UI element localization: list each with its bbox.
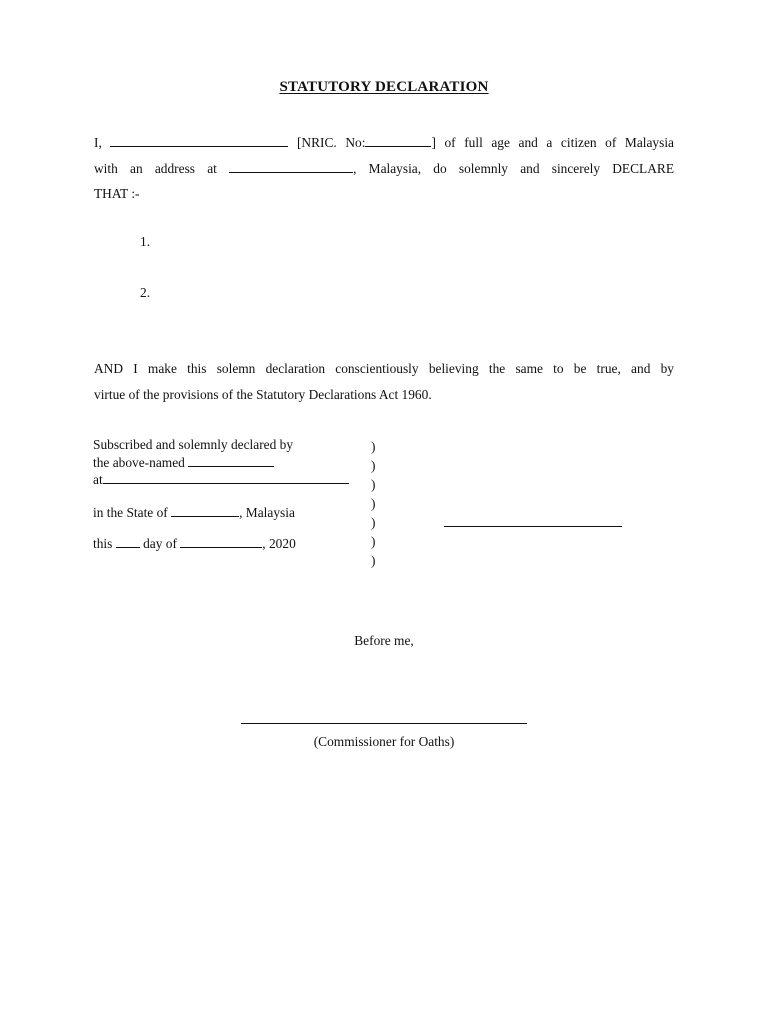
month-blank[interactable] [180, 535, 262, 548]
document-title: STATUTORY DECLARATION [279, 79, 489, 95]
that-text: THAT :- [94, 186, 140, 201]
day-blank[interactable] [116, 535, 140, 548]
intro-line-3 [94, 181, 674, 207]
before-me-text: Before me, [354, 633, 414, 648]
closing-line-2: virtue of the provisions of the Statutory Declarations Act 1960. [94, 386, 432, 402]
at-label: at [93, 472, 103, 487]
subscribed-line-5 [93, 535, 296, 552]
parenthesis-column [371, 437, 375, 570]
above-named-blank[interactable] [188, 454, 274, 467]
declare-text: , Malaysia, do solemnly and sincerely DECLARE [353, 160, 675, 176]
subscribed-line-3 [93, 471, 349, 488]
subscribed-line-2 [93, 454, 274, 471]
paren-2: ) [371, 458, 376, 473]
paren-5: ) [371, 515, 376, 530]
name-blank[interactable] [110, 134, 288, 147]
state-blank[interactable] [171, 504, 239, 517]
address-label: with an address at [94, 160, 217, 176]
intro-i-label: I, [94, 135, 102, 150]
this-label: this [93, 536, 113, 551]
item-1-number: 1. [140, 234, 151, 249]
subscribed-line-4 [93, 504, 295, 521]
at-blank[interactable] [103, 471, 349, 484]
paren-7: ) [371, 553, 376, 568]
nric-label: [NRIC. No: [296, 135, 366, 150]
declarant-signature-line[interactable] [444, 526, 622, 527]
subscribed-line-1: Subscribed and solemnly declared by [93, 437, 294, 452]
citizen-text: ] of full age and a citizen of Malaysia [431, 135, 674, 150]
year-text: , 2020 [262, 536, 296, 551]
address-blank[interactable] [229, 160, 353, 173]
paren-6: ) [371, 534, 376, 549]
item-2-number: 2. [140, 285, 151, 300]
malaysia-text: , Malaysia [239, 505, 295, 520]
paren-3: ) [371, 477, 376, 492]
nric-blank[interactable] [365, 134, 431, 147]
state-label: in the State of [93, 505, 168, 520]
commissioner-label: (Commissioner for Oaths) [313, 734, 455, 749]
above-named-label: the above-named [93, 455, 185, 470]
intro-paragraph [94, 130, 674, 207]
commissioner-signature-line[interactable] [241, 723, 527, 724]
paren-1: ) [371, 439, 376, 454]
closing-line-1: AND I make this solemn declaration conscientiously believing the same to be true, and by [94, 361, 674, 376]
intro-line-2 [94, 156, 674, 182]
closing-paragraph [94, 356, 674, 407]
paren-4: ) [371, 496, 376, 511]
intro-line-1 [94, 130, 674, 156]
day-of-label: day of [143, 536, 177, 551]
